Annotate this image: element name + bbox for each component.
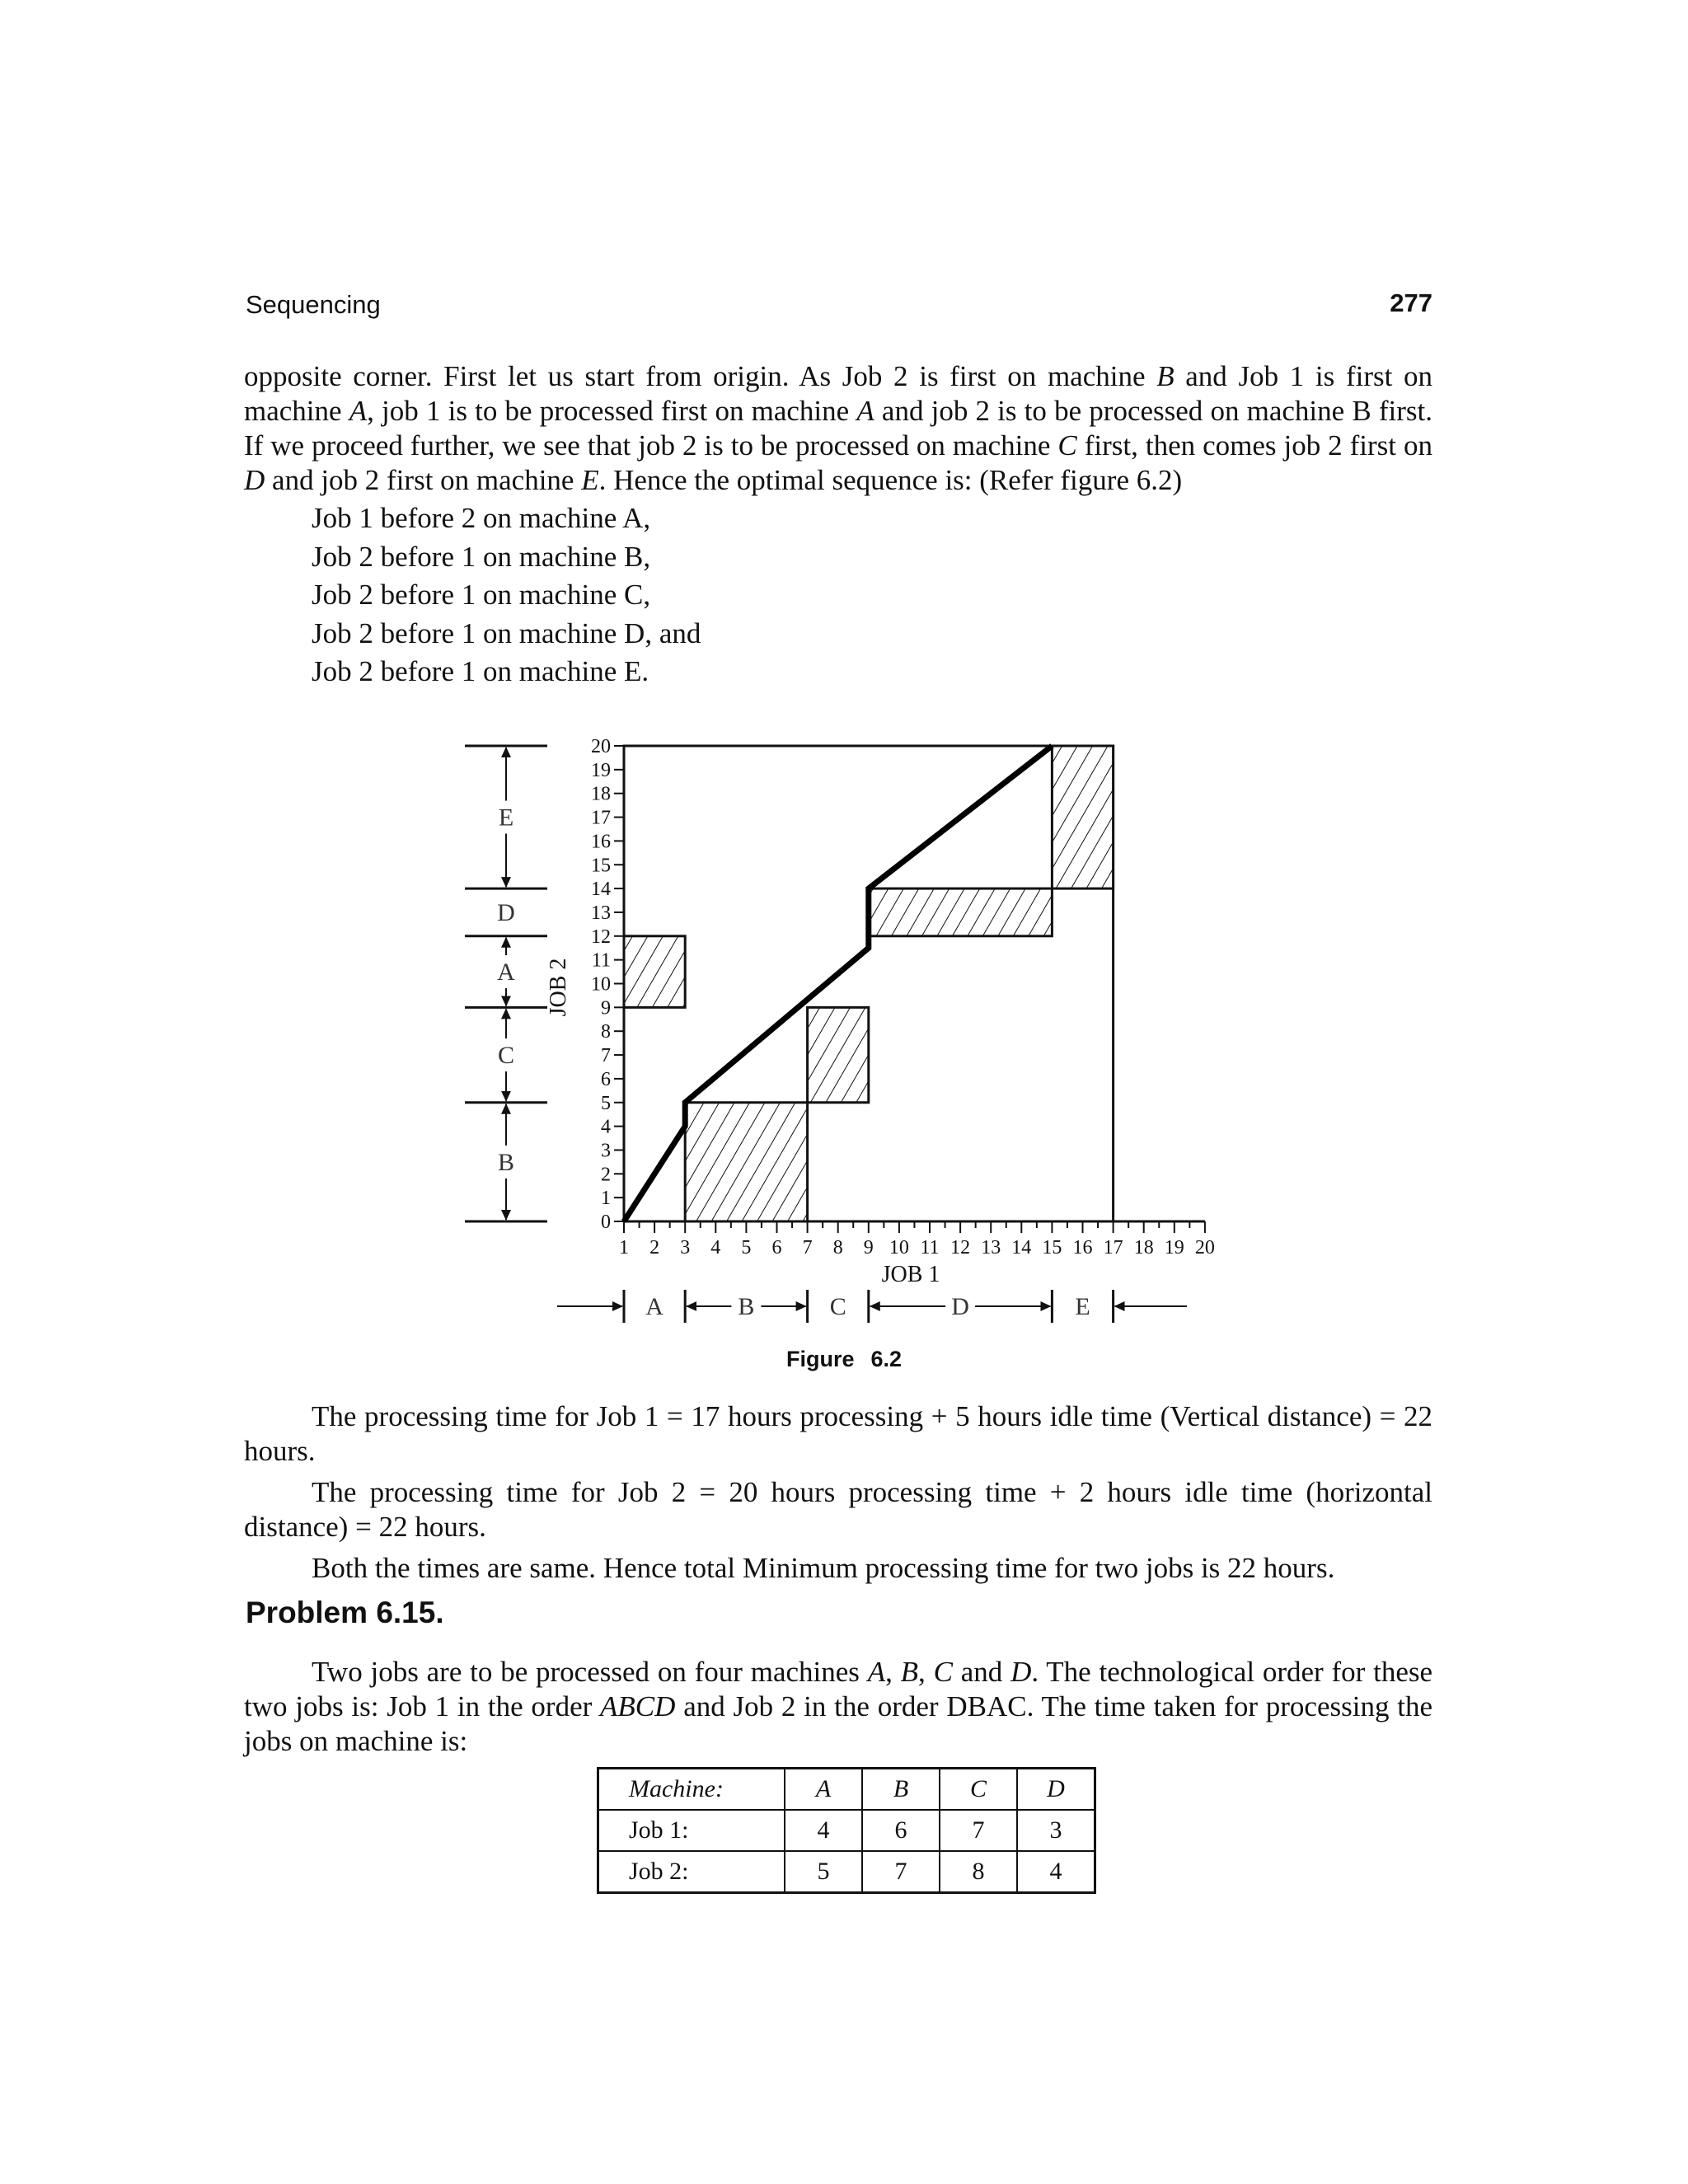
- y-tick-label: 12: [591, 926, 611, 948]
- y-machine-label: D: [497, 898, 515, 926]
- y-tick-label: 5: [601, 1092, 611, 1114]
- y-tick-label: 6: [601, 1068, 611, 1090]
- y-tick-label: 7: [601, 1045, 611, 1067]
- y-tick-label: 17: [591, 807, 611, 829]
- intro-paragraph: opposite corner. First let us start from origin. As Job 2 is first on machine B and Job 1 is first on machine A, job 1 is to be processed first on machine A and job 2 is to be processed on machine B first. If we proceed further, we see that job 2 is to be processed on machine C first, then comes job 2 first on D and job 2 first on machine E. Hence the optimal sequence is: (Refer figure 6.2): [244, 360, 1432, 496]
- y-tick-label: 11: [591, 949, 611, 972]
- table-cell: 7: [940, 1810, 1017, 1851]
- table-cell: 5: [785, 1851, 862, 1893]
- x-tick-label: 4: [710, 1237, 721, 1258]
- problem-statement: Two jobs are to be processed on four machines A, B, C and D. The technological order for these two jobs is: Job 1 in the order ABCD and Job 2 in the order DBAC. The time taken for processing the jobs on machine is:: [244, 1656, 1433, 1757]
- x-machine-label: B: [738, 1293, 755, 1320]
- x-tick-label: 17: [1103, 1237, 1123, 1258]
- table-header-row: [598, 1769, 1095, 1811]
- y-tick-label: 10: [591, 973, 611, 996]
- x-machine-label: C: [829, 1293, 846, 1320]
- y-tick-label: 19: [591, 759, 611, 781]
- running-header: Sequencing: [246, 290, 381, 319]
- x-tick-label: 19: [1164, 1237, 1184, 1258]
- table-cell: C: [940, 1769, 1017, 1811]
- list-item: Job 2 before 1 on machine C,: [312, 579, 651, 611]
- y-tick-label: 1: [601, 1188, 611, 1210]
- table-cell: 4: [1017, 1851, 1095, 1893]
- x-tick-label: 8: [832, 1237, 843, 1258]
- list-item: Job 1 before 2 on machine A,: [312, 502, 651, 534]
- y-tick-label: 18: [591, 783, 611, 805]
- x-tick-label: 12: [950, 1237, 971, 1258]
- blocked-region-b: [685, 1103, 807, 1221]
- y-tick-label: 20: [591, 736, 611, 757]
- y-tick-label: 15: [591, 855, 611, 877]
- y-machine-label: E: [498, 804, 514, 832]
- x-tick-label: 2: [649, 1237, 660, 1258]
- table-cell: A: [785, 1769, 862, 1811]
- figure-frame: [465, 736, 1215, 1323]
- x-tick-label: 1: [619, 1237, 629, 1258]
- x-machine-label: D: [951, 1293, 969, 1320]
- blocked-region-d: [869, 888, 1053, 936]
- paragraph: The processing time for Job 2 = 20 hours processing time + 2 hours idle time (horizontal distance) = 22 hours.: [244, 1476, 1432, 1543]
- y-machine-label: B: [497, 1148, 515, 1176]
- table-cell: Machine:: [598, 1769, 785, 1811]
- y-tick-label: 0: [601, 1212, 611, 1233]
- x-tick-label: 13: [981, 1237, 1001, 1258]
- y-tick-label: 8: [601, 1021, 611, 1043]
- y-tick-label: 9: [601, 997, 611, 1019]
- table-cell: D: [1017, 1769, 1095, 1811]
- x-machine-label: E: [1075, 1293, 1090, 1320]
- table-cell: 7: [862, 1851, 940, 1893]
- x-tick-label: 5: [741, 1237, 752, 1258]
- table-cell: Job 2:: [598, 1851, 785, 1893]
- problem-heading: Problem 6.15.: [246, 1596, 444, 1629]
- figure-caption: Figure 6.2: [785, 1347, 903, 1371]
- y-tick-label: 2: [601, 1164, 611, 1186]
- x-tick-label: 7: [802, 1237, 813, 1258]
- x-tick-label: 9: [863, 1237, 874, 1258]
- x-tick-label: 18: [1133, 1237, 1154, 1258]
- table-cell: 6: [862, 1810, 940, 1851]
- x-tick-label: 16: [1072, 1237, 1093, 1258]
- table-cell: 8: [940, 1851, 1017, 1893]
- list-item: Job 2 before 1 on machine B,: [312, 540, 651, 573]
- x-tick-label: 11: [920, 1237, 940, 1258]
- table-row: [598, 1810, 1095, 1851]
- y-machine-label: A: [497, 958, 515, 987]
- blocked-region-c: [808, 1007, 869, 1102]
- x-tick-label: 6: [771, 1237, 782, 1258]
- blocked-region-a: [624, 936, 685, 1008]
- y-tick-label: 4: [601, 1116, 611, 1138]
- table-row: [598, 1851, 1095, 1893]
- y-axis-title: JOB 2: [546, 958, 571, 1017]
- table-cell: Job 1:: [598, 1810, 785, 1851]
- y-tick-label: 13: [591, 902, 611, 924]
- y-machine-label: C: [497, 1042, 515, 1070]
- x-axis-title: JOB 1: [881, 1262, 940, 1287]
- list-item: Job 2 before 1 on machine D, and: [312, 616, 701, 649]
- page-number: 277: [1390, 288, 1432, 317]
- table-cell: B: [862, 1769, 940, 1811]
- after-figure-text: [244, 1399, 1432, 1586]
- blocked-region-e: [1052, 746, 1113, 888]
- x-tick-label: 10: [889, 1237, 909, 1258]
- list-item: Job 2 before 1 on machine E.: [312, 655, 649, 687]
- y-tick-label: 16: [591, 831, 611, 853]
- processing-time-table: [597, 1767, 1096, 1894]
- paragraph: The processing time for Job 1 = 17 hours processing + 5 hours idle time (Vertical distance) = 22 hours.: [244, 1400, 1432, 1467]
- y-tick-label: 14: [591, 879, 611, 901]
- x-tick-label: 3: [680, 1237, 691, 1258]
- table-cell: 4: [785, 1810, 862, 1851]
- x-machine-label: A: [645, 1293, 663, 1320]
- y-tick-label: 3: [601, 1140, 611, 1162]
- table-cell: 3: [1017, 1810, 1095, 1851]
- paragraph: Both the times are same. Hence total Minimum processing time for two jobs is 22 hours.: [312, 1552, 1335, 1584]
- x-tick-label: 15: [1042, 1237, 1062, 1258]
- x-tick-label: 14: [1011, 1237, 1032, 1258]
- x-tick-label: 20: [1194, 1237, 1215, 1258]
